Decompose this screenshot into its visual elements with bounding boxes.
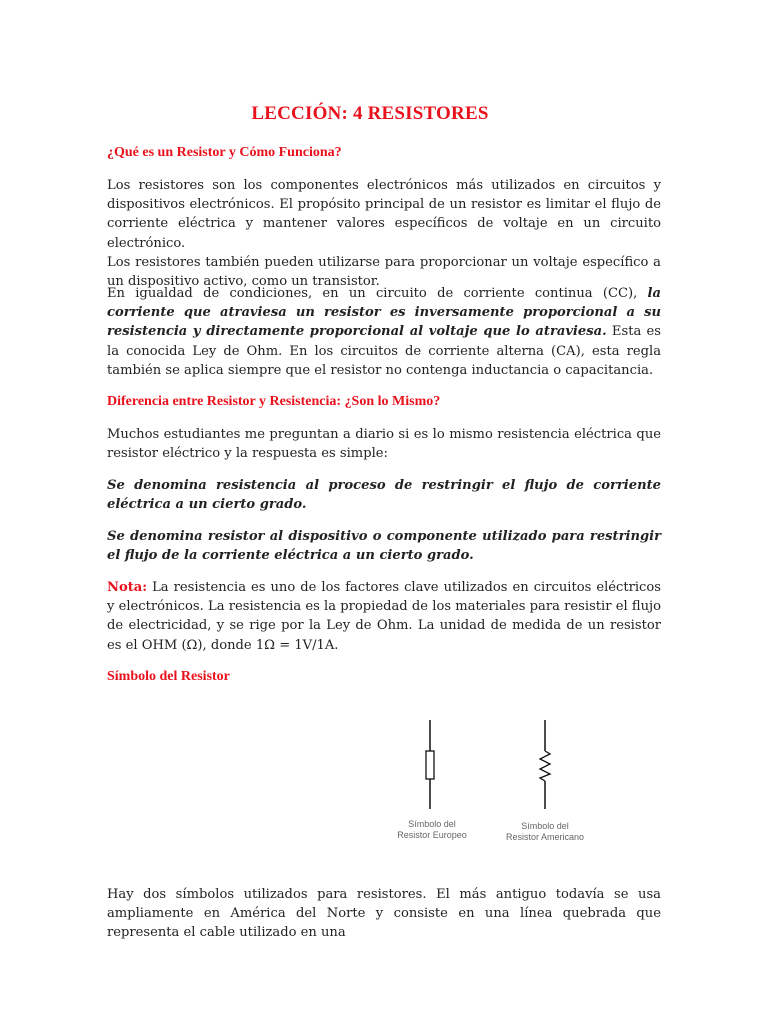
section-heading-what-is-resistor: ¿Qué es un Resistor y Cómo Funciona? [107,145,342,160]
paragraph-ohm-law-start: En igualdad de condiciones, en un circuito de corriente continua (CC), [107,286,648,301]
american-resistor-symbol [540,720,550,809]
caption-american [495,821,595,843]
paragraph-intro-text: Los resistores son los componentes electrónicos más utilizados en circuitos y dispositivos electrónicos. El propósito principal de un resistor es limitar el flujo de corriente eléctrica y mantener valores específicos de voltaje en un circuito electrónico. [107,178,661,251]
section-heading-difference: Diferencia entre Resistor y Resistencia: ¿Son lo Mismo? [107,394,441,409]
paragraph-students: Muchos estudiantes me preguntan a diario si es lo mismo resistencia eléctrica que resistor eléctrico y la respuesta es simple: [107,427,661,462]
paragraph-intro-text-2: Los resistores también pueden utilizarse para proporcionar un voltaje específico a un dispositivo activo, como un transistor. [107,254,661,290]
nota-label: Nota: [107,580,148,595]
caption-european [387,819,477,841]
paragraph-ohm-law-end: Esta es la conocida Ley de Ohm. En los circuitos de corriente alterna (CA), esta regla también se aplica siempre que el resistor no contenga inductancia o capacitancia. [107,324,661,378]
caption-european-line2: Resistor Europeo [397,830,467,840]
caption-european-line1: Símbolo del [408,819,456,829]
paragraph-nota [107,578,661,655]
definition-resistencia: Se denomina resistencia al proceso de restringir el flujo de corriente eléctrica a un cierto grado. [107,478,661,513]
european-resistor-symbol [426,720,434,809]
paragraph-two-symbols: Hay dos símbolos utilizados para resistores. El más antiguo todavía se usa ampliamente en América del Norte y consiste en una línea quebrada que representa el cable utilizado en una [107,887,661,941]
caption-american-line2: Resistor Americano [505,832,585,842]
resistor-symbols-figure [387,703,597,851]
paragraph-ohm-law-bold: la corriente que atraviesa un resistor es inversamente proporcional a su resistencia y directamente proporcional al voltaje que lo atraviesa. [107,286,661,340]
definition-resistor: Se denomina resistor al dispositivo o componente utilizado para restringir el flujo de la corriente eléctrica a un cierto grado. [107,529,661,564]
paragraph-ohm-law [107,284,661,380]
nota-text: La resistencia es uno de los factores clave utilizados en circuitos eléctricos y electrónicos. La resistencia es la propiedad de los materiales para resistir el flujo de electricidad, y se rige por la Ley de Ohm. La unidad de medida de un resistor es el OHM (Ω), donde 1Ω = 1V/1A. [107,580,661,653]
section-heading-symbol: Símbolo del Resistor [107,669,230,684]
caption-american-line1: Símbolo del [521,821,569,831]
page-title: LECCIÓN: 4 RESISTORES [251,103,489,124]
paragraph-intro [107,176,661,291]
